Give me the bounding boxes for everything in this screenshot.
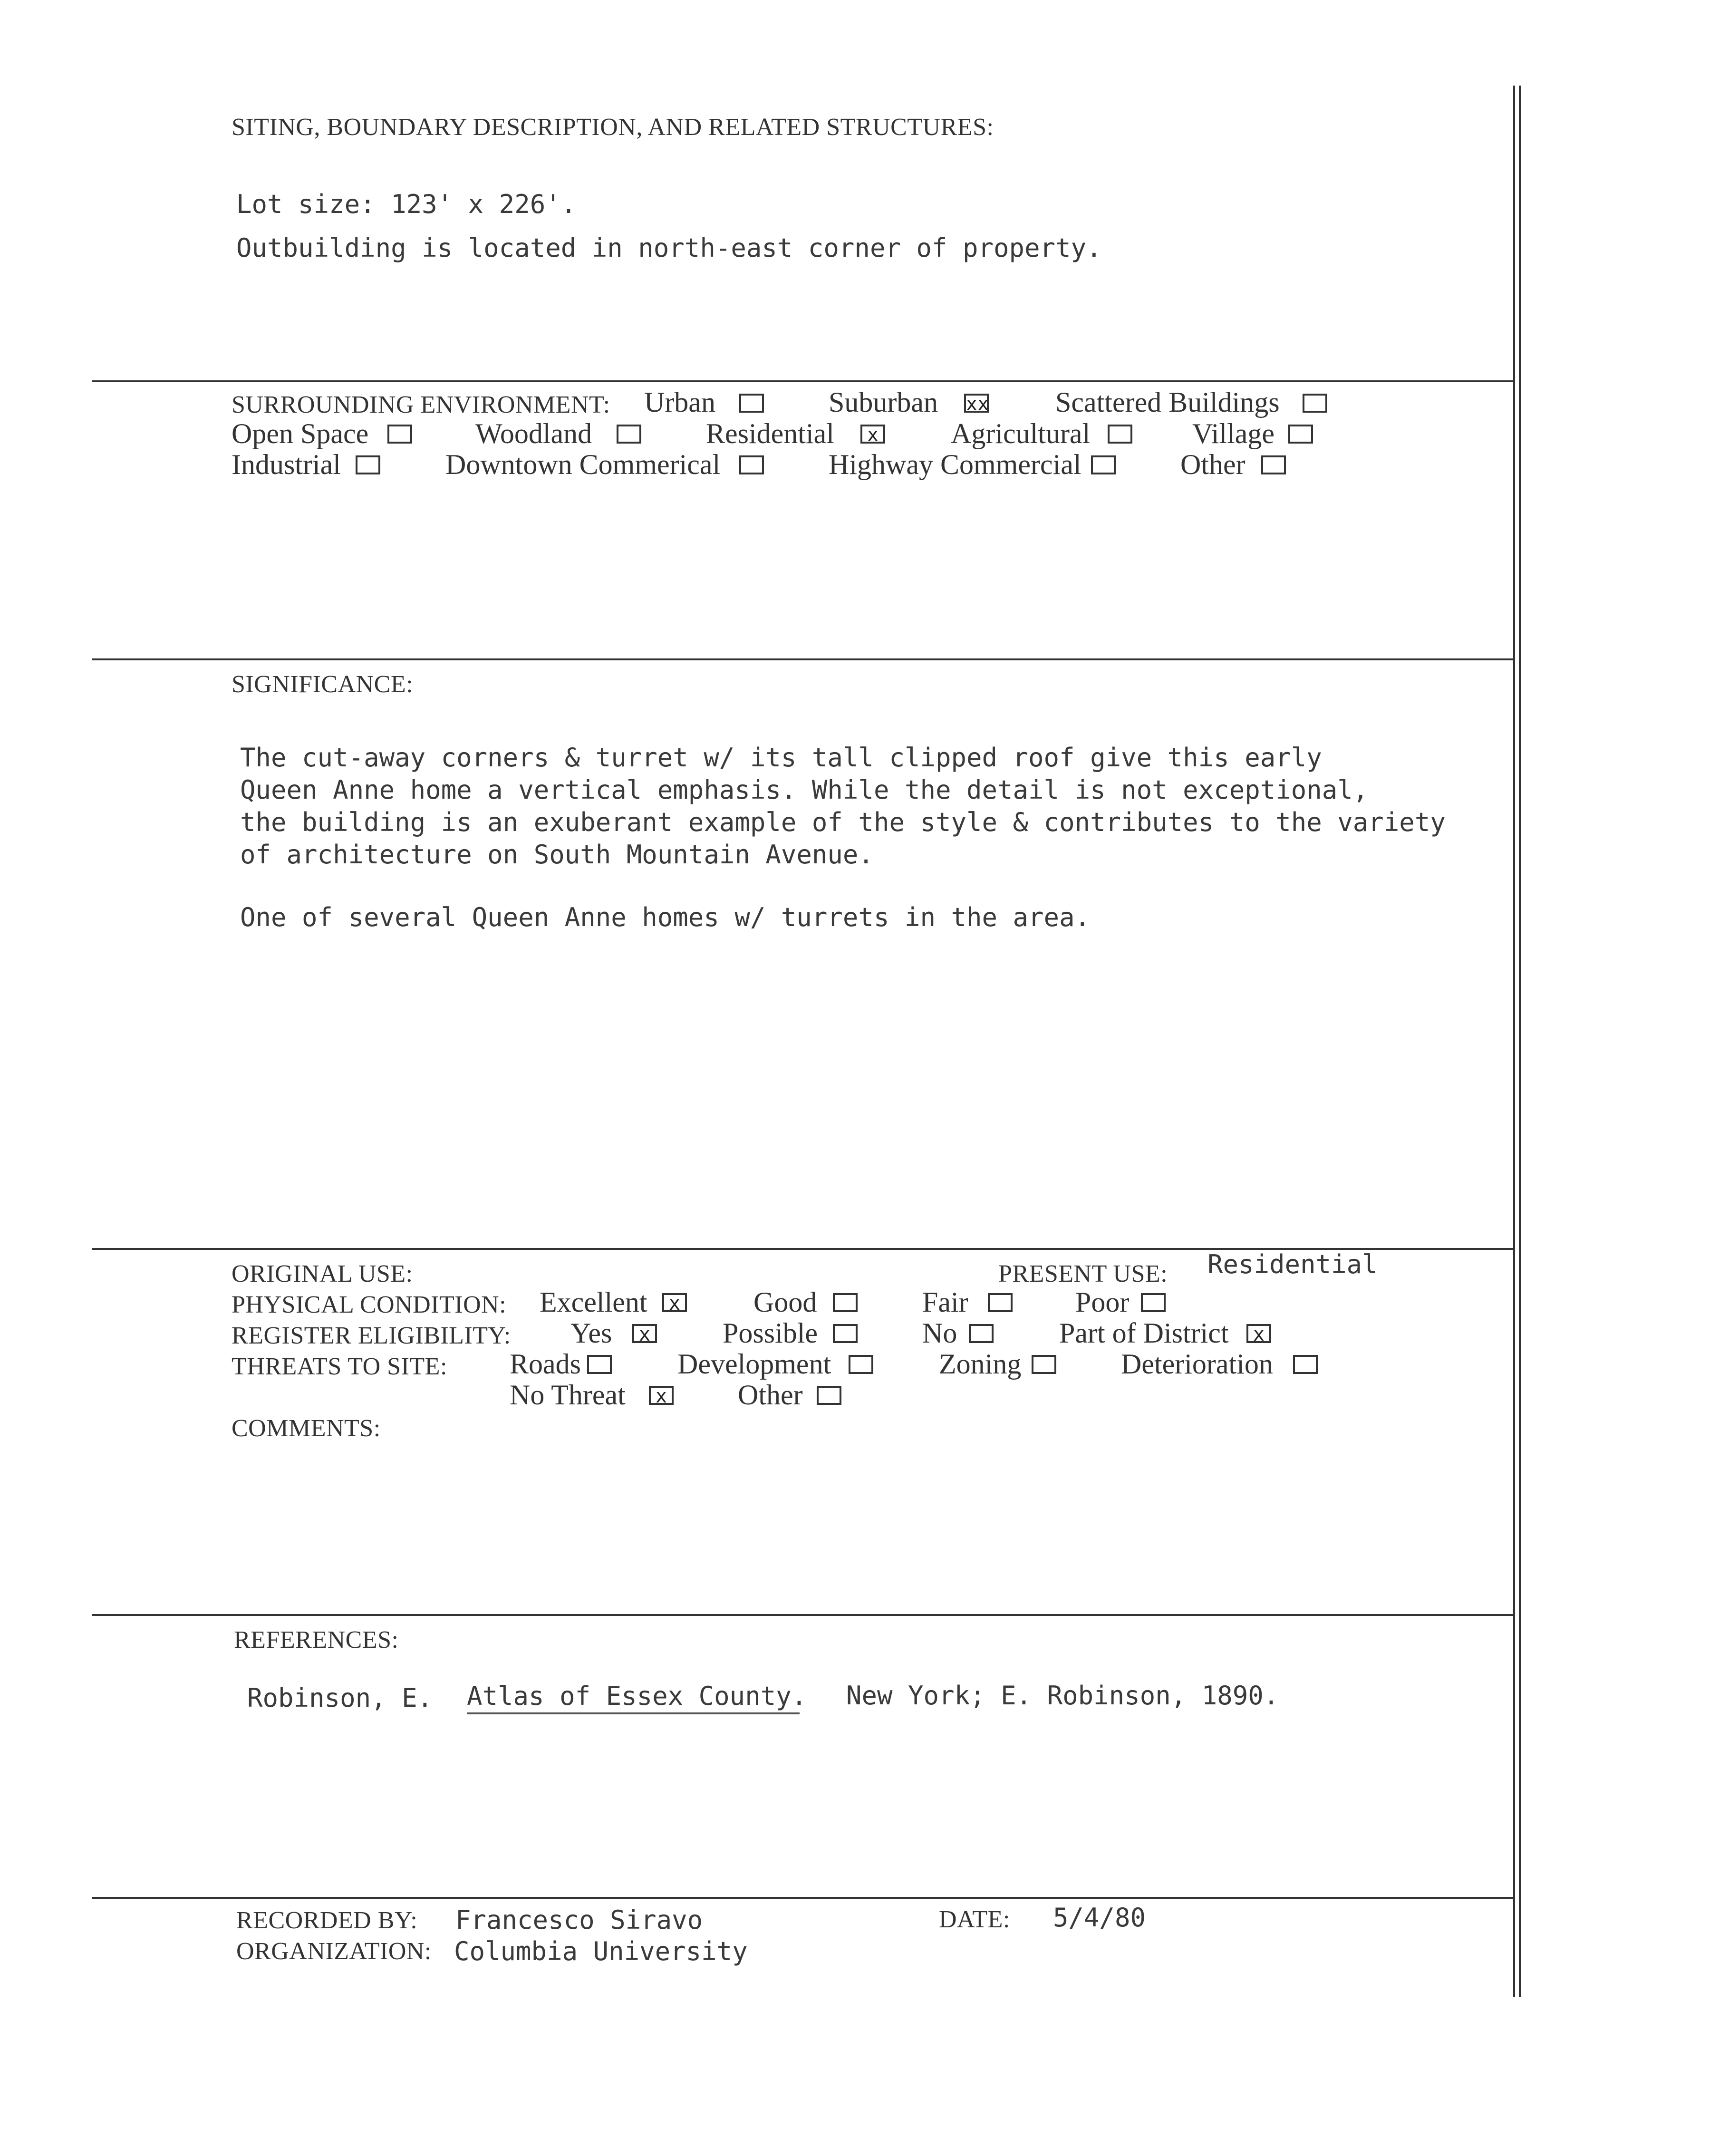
no-label: No — [922, 1317, 957, 1349]
zoning-label: Zoning — [939, 1348, 1022, 1380]
significance-line: Queen Anne home a vertical emphasis. While the detail is not exceptional, — [240, 775, 1369, 805]
open-space-checkbox[interactable] — [387, 425, 412, 444]
zoning-checkbox[interactable] — [1032, 1355, 1056, 1374]
highway-commercial-checkbox[interactable] — [1091, 455, 1116, 474]
yes-checkbox[interactable]: x — [632, 1324, 657, 1343]
significance-note: One of several Queen Anne homes w/ turrets in the area. — [240, 902, 1091, 932]
present-use-label: PRESENT USE: — [998, 1260, 1168, 1287]
environment-heading: SURROUNDING ENVIRONMENT: — [232, 391, 610, 418]
deterioration-label: Deterioration — [1121, 1348, 1273, 1380]
lot-size-text: Lot size: 123' x 226'. — [236, 189, 577, 219]
section-divider — [92, 1614, 1515, 1616]
scattered-buildings-checkbox[interactable] — [1303, 394, 1327, 413]
fair-checkbox[interactable] — [988, 1293, 1013, 1312]
reference-author: Robinson, E. — [247, 1683, 433, 1713]
scattered-buildings-label: Scattered Buildings — [1055, 387, 1280, 418]
part-of-district-label: Part of District — [1059, 1317, 1229, 1349]
poor-label: Poor — [1075, 1286, 1130, 1318]
village-checkbox[interactable] — [1288, 425, 1313, 444]
woodland-checkbox[interactable] — [617, 425, 641, 444]
residential-checkbox[interactable]: x — [860, 425, 885, 444]
comments-label: COMMENTS: — [232, 1415, 381, 1442]
significance-line: the building is an exuberant example of the style & contributes to the variety — [240, 807, 1446, 837]
references-heading: REFERENCES: — [234, 1626, 399, 1653]
section-divider — [92, 658, 1515, 660]
significance-line: of architecture on South Mountain Avenue. — [240, 840, 874, 870]
no-threat-label: No Threat — [510, 1379, 626, 1411]
open-space-label: Open Space — [232, 418, 369, 449]
industrial-label: Industrial — [232, 449, 341, 480]
organization-label: ORGANIZATION: — [236, 1938, 432, 1965]
downtown-commercial-checkbox[interactable] — [739, 455, 764, 474]
roads-label: Roads — [510, 1348, 581, 1380]
recorded-by-value: Francesco Siravo — [455, 1905, 703, 1935]
good-label: Good — [753, 1286, 817, 1318]
development-label: Development — [677, 1348, 831, 1380]
possible-label: Possible — [723, 1317, 818, 1349]
other-threat-label: Other — [738, 1379, 803, 1411]
village-label: Village — [1192, 418, 1275, 449]
downtown-commercial-label: Downtown Commerical — [445, 449, 721, 480]
part-of-district-checkbox[interactable]: x — [1246, 1324, 1271, 1343]
other-environment-checkbox[interactable] — [1261, 455, 1286, 474]
excellent-checkbox[interactable]: x — [662, 1293, 687, 1312]
right-margin-rule-inner — [1519, 86, 1521, 1997]
development-checkbox[interactable] — [849, 1355, 873, 1374]
highway-commercial-label: Highway Commercial — [829, 449, 1081, 480]
deterioration-checkbox[interactable] — [1293, 1355, 1318, 1374]
organization-value: Columbia University — [454, 1936, 748, 1966]
significance-line: The cut-away corners & turret w/ its tall clipped roof give this early — [240, 743, 1322, 773]
outbuilding-text: Outbuilding is located in north-east corner of property. — [236, 233, 1102, 263]
no-checkbox[interactable] — [969, 1324, 994, 1343]
date-value: 5/4/80 — [1053, 1903, 1146, 1933]
industrial-checkbox[interactable] — [356, 455, 380, 474]
title-underline — [467, 1712, 800, 1714]
roads-checkbox[interactable] — [587, 1355, 612, 1374]
reference-title: Atlas of Essex County. — [467, 1681, 807, 1711]
present-use-value: Residential — [1207, 1249, 1378, 1279]
original-use-label: ORIGINAL USE: — [232, 1260, 413, 1287]
significance-heading: SIGNIFICANCE: — [232, 671, 414, 698]
register-eligibility-label: REGISTER ELIGIBILITY: — [232, 1322, 511, 1349]
date-label: DATE: — [939, 1906, 1010, 1933]
recorded-by-label: RECORDED BY: — [236, 1907, 418, 1934]
agricultural-label: Agricultural — [951, 418, 1091, 449]
section-divider — [92, 380, 1515, 382]
agricultural-checkbox[interactable] — [1108, 425, 1132, 444]
threats-label: THREATS TO SITE: — [232, 1353, 447, 1380]
right-margin-rule — [1513, 86, 1515, 1997]
no-threat-checkbox[interactable]: x — [649, 1386, 674, 1405]
yes-label: Yes — [570, 1317, 612, 1349]
reference-publisher: New York; E. Robinson, 1890. — [846, 1681, 1279, 1711]
other-environment-label: Other — [1180, 449, 1246, 480]
excellent-label: Excellent — [540, 1286, 647, 1318]
poor-checkbox[interactable] — [1141, 1293, 1166, 1312]
good-checkbox[interactable] — [833, 1293, 858, 1312]
suburban-checkbox[interactable]: xx — [964, 394, 989, 413]
residential-label: Residential — [706, 418, 834, 449]
section-divider — [92, 1897, 1515, 1899]
urban-label: Urban — [644, 387, 715, 418]
other-threat-checkbox[interactable] — [817, 1386, 841, 1405]
physical-condition-label: PHYSICAL CONDITION: — [232, 1291, 507, 1318]
possible-checkbox[interactable] — [833, 1324, 858, 1343]
urban-checkbox[interactable] — [739, 394, 764, 413]
suburban-label: Suburban — [829, 387, 938, 418]
fair-label: Fair — [922, 1286, 968, 1318]
siting-heading: SITING, BOUNDARY DESCRIPTION, AND RELATED STRUCTURES: — [232, 114, 994, 141]
woodland-label: Woodland — [475, 418, 592, 449]
